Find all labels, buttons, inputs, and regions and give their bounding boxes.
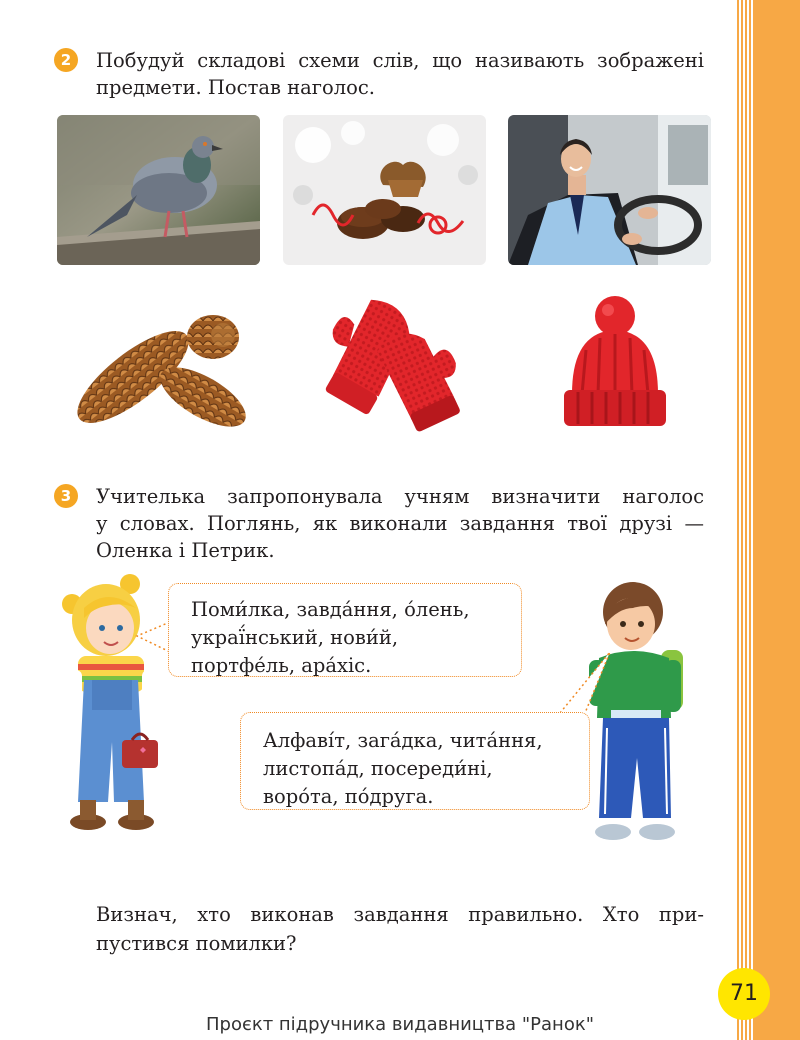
task-3-line-1: Учителька запропонувала учням визначити наголос xyxy=(96,485,704,508)
task-2-line-1: Побудуй складові схеми слів, що називають зображені xyxy=(96,49,704,72)
question-line-2: пустився помилки? xyxy=(96,932,297,955)
task-2-line-2: предмети. Постав наголос. xyxy=(96,76,375,99)
task-3-line-2: у словах. Поглянь, як виконали завдання твої друзі — xyxy=(96,512,704,535)
petryk-line-2: листопа́д, посереди́ні, xyxy=(263,757,493,780)
olenka-speech-bubble xyxy=(168,583,522,677)
footer-publisher: Проєкт підручника видавництва "Ранок" xyxy=(205,1014,594,1035)
olenka-line-3: портфе́ль, ара́хіс. xyxy=(191,654,372,677)
task-number-badge: 3 xyxy=(54,484,78,508)
page-number-badge: 71 xyxy=(718,968,770,1020)
question-text xyxy=(96,900,704,958)
olenka-line-1: Поми́лка, завда́ння, о́лень, xyxy=(191,598,470,621)
question-line-1: Визнач, хто виконав завдання правильно. Хто при- xyxy=(96,903,704,926)
petryk-line-1: Алфаві́т, зага́дка, чита́ння, xyxy=(263,729,543,752)
task-number-badge: 2 xyxy=(54,48,78,72)
olenka-line-2: украї́нський, нови́й, xyxy=(191,626,399,649)
task-3-line-3: Оленка і Петрик. xyxy=(96,539,275,562)
petryk-speech-bubble xyxy=(240,712,590,810)
petryk-line-3: воро́та, по́друга. xyxy=(263,785,434,808)
